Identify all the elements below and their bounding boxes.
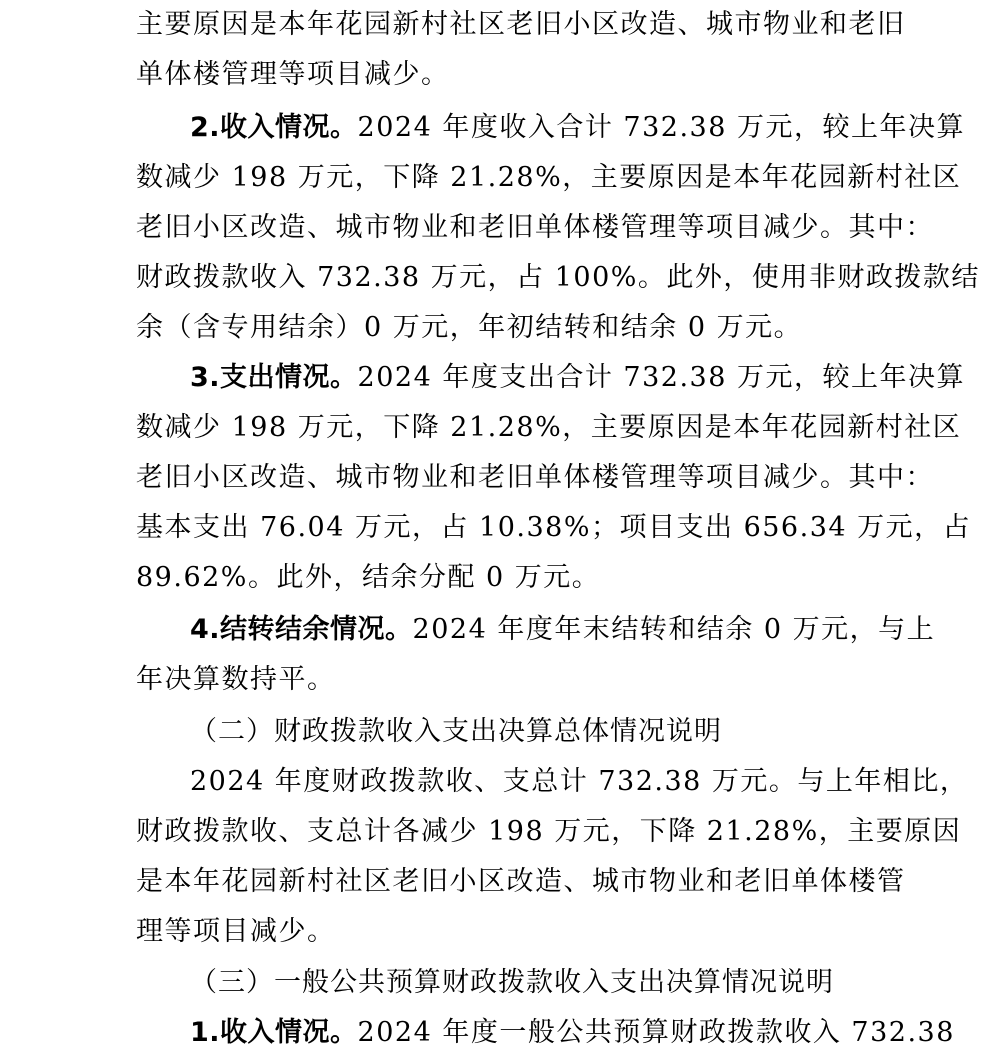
text-line: 余（含专用结余）0 万元，年初结转和结余 0 万元。 bbox=[136, 312, 803, 343]
text-line: 老旧小区改造、城市物业和老旧单体楼管理等项目减少。其中： bbox=[136, 212, 934, 243]
text-line: 数减少 198 万元，下降 21.28%，主要原因是本年花园新村社区 bbox=[136, 162, 962, 193]
section-three-income-heading: 1.收入情况。 bbox=[190, 1017, 358, 1048]
carryover-paragraph-first-line bbox=[190, 610, 936, 650]
text-line: 老旧小区改造、城市物业和老旧单体楼管理等项目减少。其中： bbox=[136, 462, 934, 493]
text-line: 年决算数持平。 bbox=[136, 664, 336, 695]
text-line: 数减少 198 万元，下降 21.28%，主要原因是本年花园新村社区 bbox=[136, 412, 962, 443]
text-line: 主要原因是本年花园新村社区老旧小区改造、城市物业和老旧 bbox=[136, 9, 906, 40]
carryover-heading: 4.结转结余情况。 bbox=[190, 614, 413, 645]
income-heading: 2.收入情况。 bbox=[190, 112, 358, 143]
text-span: 2024 年度年末结转和结余 0 万元，与上 bbox=[412, 614, 936, 645]
section-three-title: （三）一般公共预算财政拨款收入支出决算情况说明 bbox=[190, 967, 834, 998]
text-line: 理等项目减少。 bbox=[136, 916, 336, 947]
text-span: 2024 年度收入合计 732.38 万元，较上年决算 bbox=[357, 112, 965, 143]
section-three-income-first-line bbox=[190, 1013, 955, 1053]
text-span: 2024 年度支出合计 732.38 万元，较上年决算 bbox=[357, 362, 965, 393]
expense-heading: 3.支出情况。 bbox=[190, 362, 358, 393]
text-line: 2024 年度财政拨款收、支总计 732.38 万元。与上年相比， bbox=[190, 766, 969, 797]
text-line: 财政拨款收入 732.38 万元，占 100%。此外，使用非财政拨款结 bbox=[136, 262, 980, 293]
text-span: 2024 年度一般公共预算财政拨款收入 732.38 bbox=[357, 1017, 955, 1048]
income-paragraph-first-line bbox=[190, 108, 965, 148]
expense-paragraph-first-line bbox=[190, 358, 965, 398]
text-line: 基本支出 76.04 万元，占 10.38%；项目支出 656.34 万元，占 bbox=[136, 512, 972, 543]
text-line: 是本年花园新村社区老旧小区改造、城市物业和老旧单体楼管 bbox=[136, 866, 906, 897]
text-line: 财政拨款收、支总计各减少 198 万元，下降 21.28%，主要原因 bbox=[136, 816, 962, 847]
section-two-title: （二）财政拨款收入支出决算总体情况说明 bbox=[190, 716, 722, 747]
text-line: 89.62%。此外，结余分配 0 万元。 bbox=[136, 562, 601, 593]
text-line: 单体楼管理等项目减少。 bbox=[136, 59, 450, 90]
